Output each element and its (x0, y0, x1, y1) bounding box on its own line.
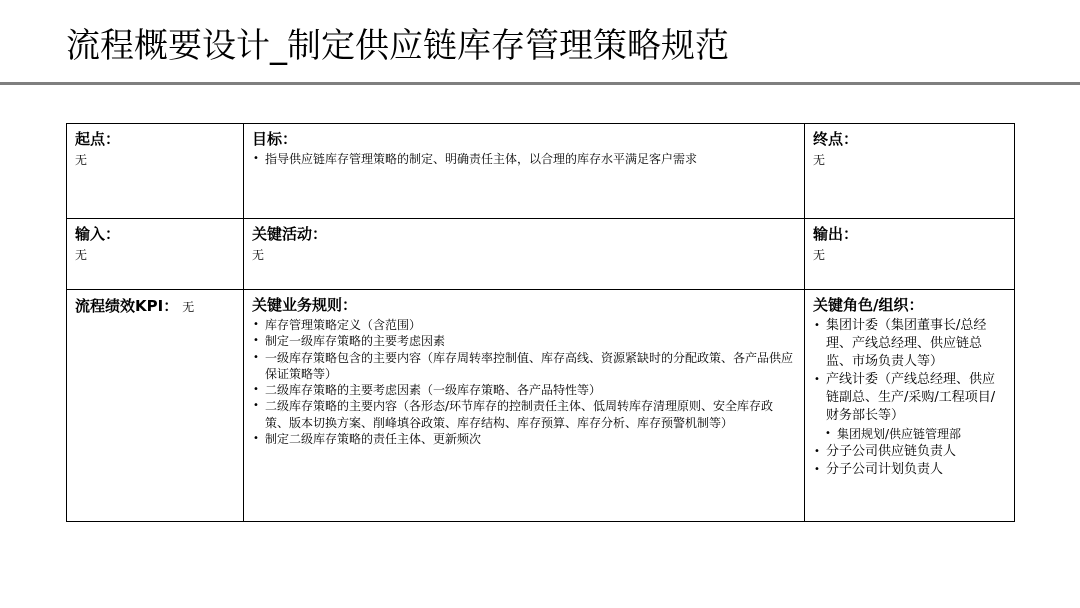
input-label: 输入： (75, 225, 121, 243)
output-cell (805, 219, 1015, 290)
kpi-value: 无 (182, 300, 195, 314)
table-row (67, 219, 1015, 290)
key-activity-value: 无 (252, 248, 265, 262)
roles-cell (805, 290, 1015, 522)
kpi-label: 流程绩效KPI： (75, 297, 179, 315)
list-item: • 分子公司计划负责人 (813, 461, 1006, 479)
process-summary-table (66, 123, 1015, 522)
goal-list (252, 151, 796, 167)
list-item: • 制定一级库存策略的主要考虑因素 (252, 333, 796, 349)
end-cell (805, 124, 1015, 219)
output-value: 无 (813, 248, 826, 262)
list-item: • 分子公司供应链负责人 (813, 443, 1006, 461)
list-item: • 制定二级库存策略的责任主体、更新频次 (252, 431, 796, 447)
start-cell (67, 124, 244, 219)
list-item: • 集团计委（集团董事长/总经理、产线总经理、供应链总监、市场负责人等） (813, 317, 1006, 371)
goal-cell (244, 124, 805, 219)
start-value: 无 (75, 153, 88, 167)
start-label: 起点： (75, 130, 121, 148)
end-label: 终点： (813, 130, 859, 148)
list-item: • 指导供应链库存管理策略的制定、明确责任主体，以合理的库存水平满足客户需求 (252, 151, 796, 167)
table-row (67, 124, 1015, 219)
title-divider (0, 82, 1080, 85)
key-activity-cell (244, 219, 805, 290)
roles-label: 关键角色/组织： (813, 296, 924, 314)
rules-list (252, 317, 796, 447)
list-item: • 二级库存策略的主要考虑因素（一级库存策略、各产品特性等） (252, 382, 796, 398)
table-row (67, 290, 1015, 522)
list-item: • 一级库存策略包含的主要内容（库存周转率控制值、库存高线、资源紧缺时的分配政策、各产品供应保证策略等） (252, 350, 796, 383)
output-label: 输出： (813, 225, 859, 243)
page-title: 流程概要设计_制定供应链库存管理策略规范 (66, 26, 729, 66)
input-value: 无 (75, 248, 88, 262)
kpi-cell (67, 290, 244, 522)
rules-label: 关键业务规则： (252, 296, 358, 314)
key-activity-label: 关键活动： (252, 225, 328, 243)
roles-list (813, 317, 1006, 479)
end-value: 无 (813, 153, 826, 167)
rules-cell (244, 290, 805, 522)
list-item: • 库存管理策略定义（含范围） (252, 317, 796, 333)
list-item: • 产线计委（产线总经理、供应链副总、生产/采购/工程项目/财务部长等） (813, 371, 1006, 425)
goal-label: 目标： (252, 130, 298, 148)
list-item: • 集团规划/供应链管理部 (813, 425, 1006, 443)
list-item: • 二级库存策略的主要内容（各形态/环节库存的控制责任主体、低周转库存清理原则、安全库存政策、版本切换方案、削峰填谷政策、库存结构、库存预算、库存分析、库存预警机制等） (252, 398, 796, 431)
input-cell (67, 219, 244, 290)
